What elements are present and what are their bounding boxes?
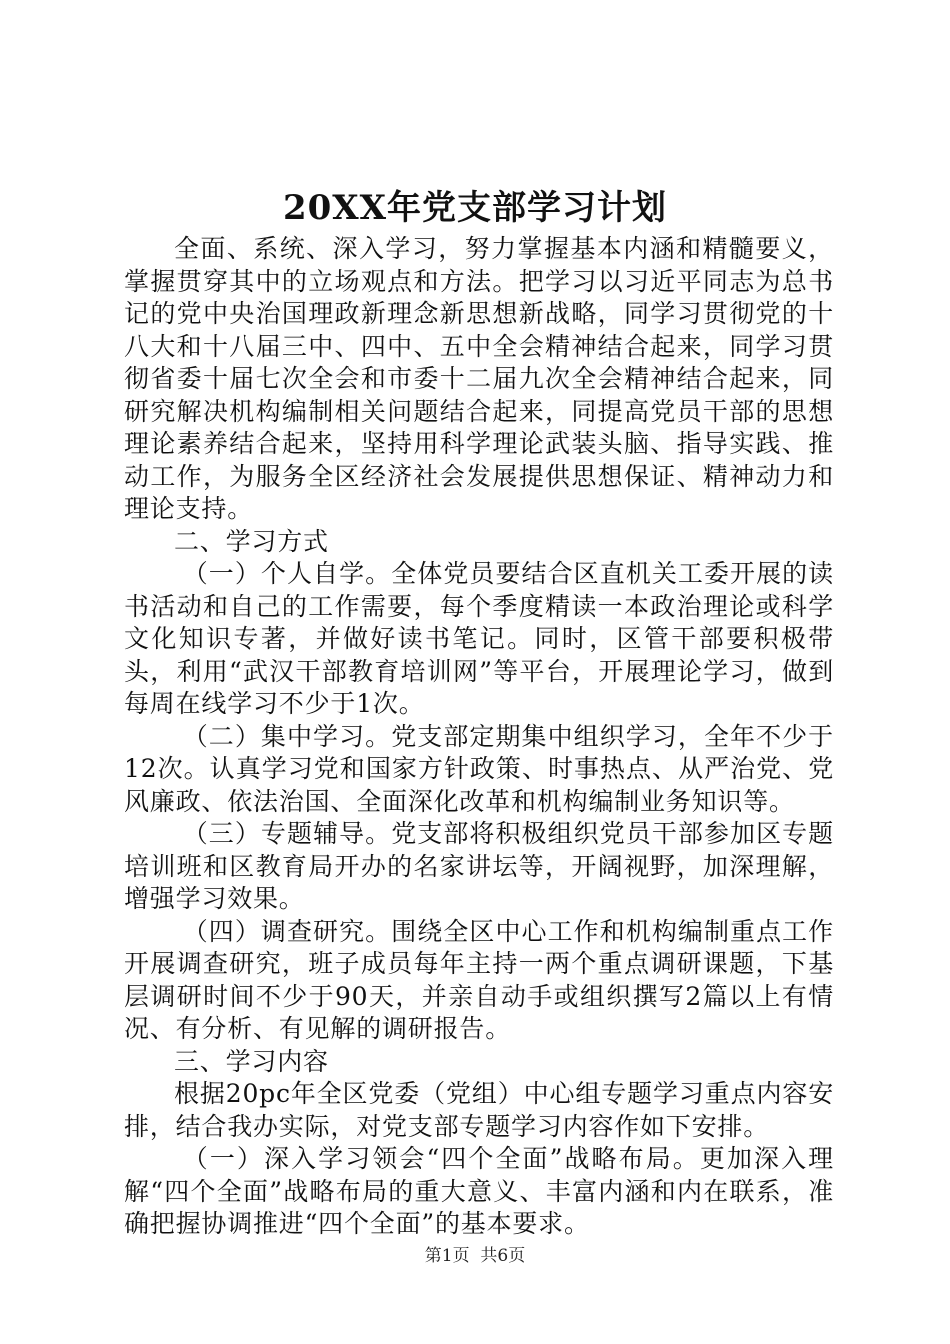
paragraph-method-group-study: （二）集中学习。党支部定期集中组织学习，全年不少于12次。认真学习党和国家方针政策、时事热点、从严治党、党风廉政、依法治国、全面深化改革和机构编制业务知识等。 [124, 721, 834, 816]
page-footer [0, 1244, 950, 1268]
paragraph-method-self-study: （一）个人自学。全体党员要结合区直机关工委开展的读书活动和自己的工作需要，每个季度精读一本政治理论或科学文化知识专著，并做好读书笔记。同时，区管干部要积极带头，利用“武汉干部教育培训网”等平台，开展理论学习，做到每周在线学习不少于1次。 [124, 559, 834, 718]
page-number-current: 第1页 [424, 1246, 470, 1266]
paragraph-method-research: （四）调查研究。围绕全区中心工作和机构编制重点工作开展调查研究，班子成员每年主持一两个重点调研课题，下基层调研时间不少于90天，并亲自动手或组织撰写2篇以上有情况、有分析、有见解的调研报告。 [124, 916, 834, 1043]
document-body [124, 233, 834, 1241]
paragraph-intro: 全面、系统、深入学习，努力掌握基本内涵和精髓要义，掌握贯穿其中的立场观点和方法。把学习以习近平同志为总书记的党中央治国理政新理念新思想新战略，同学习贯彻党的十八大和十八届三中、四中、五中全会精神结合起来，同学习贯彻省委十届七次全会和市委十二届九次全会精神结合起来，同研究解决机构编制相关问题结合起来，同提高党员干部的思想理论素养结合起来，坚持用科学理论武装头脑、指导实践、推动工作，为服务全区经济社会发展提供思想保证、精神动力和理论支持。 [124, 234, 834, 523]
paragraph-content-item-1: （一）深入学习领会“四个全面”战略布局。更加深入理解“四个全面”战略布局的重大意义、丰富内涵和内在联系，准确把握协调推进“四个全面”的基本要求。 [124, 1144, 834, 1238]
paragraph-content-intro: 根据20pc年全区党委（党组）中心组专题学习重点内容安排，结合我办实际，对党支部专题学习内容作如下安排。 [124, 1079, 834, 1141]
document-title: 20XX年党支部学习计划 [282, 188, 668, 228]
paragraph-method-special-tutoring: （三）专题辅导。党支部将积极组织党员干部参加区专题培训班和区教育局开办的名家讲坛等，开阔视野，加深理解，增强学习效果。 [124, 819, 834, 913]
section-heading-study-methods: 二、学习方式 [174, 526, 329, 556]
section-heading-study-content: 三、学习内容 [174, 1046, 329, 1076]
page-number-total: 共6页 [480, 1246, 526, 1266]
